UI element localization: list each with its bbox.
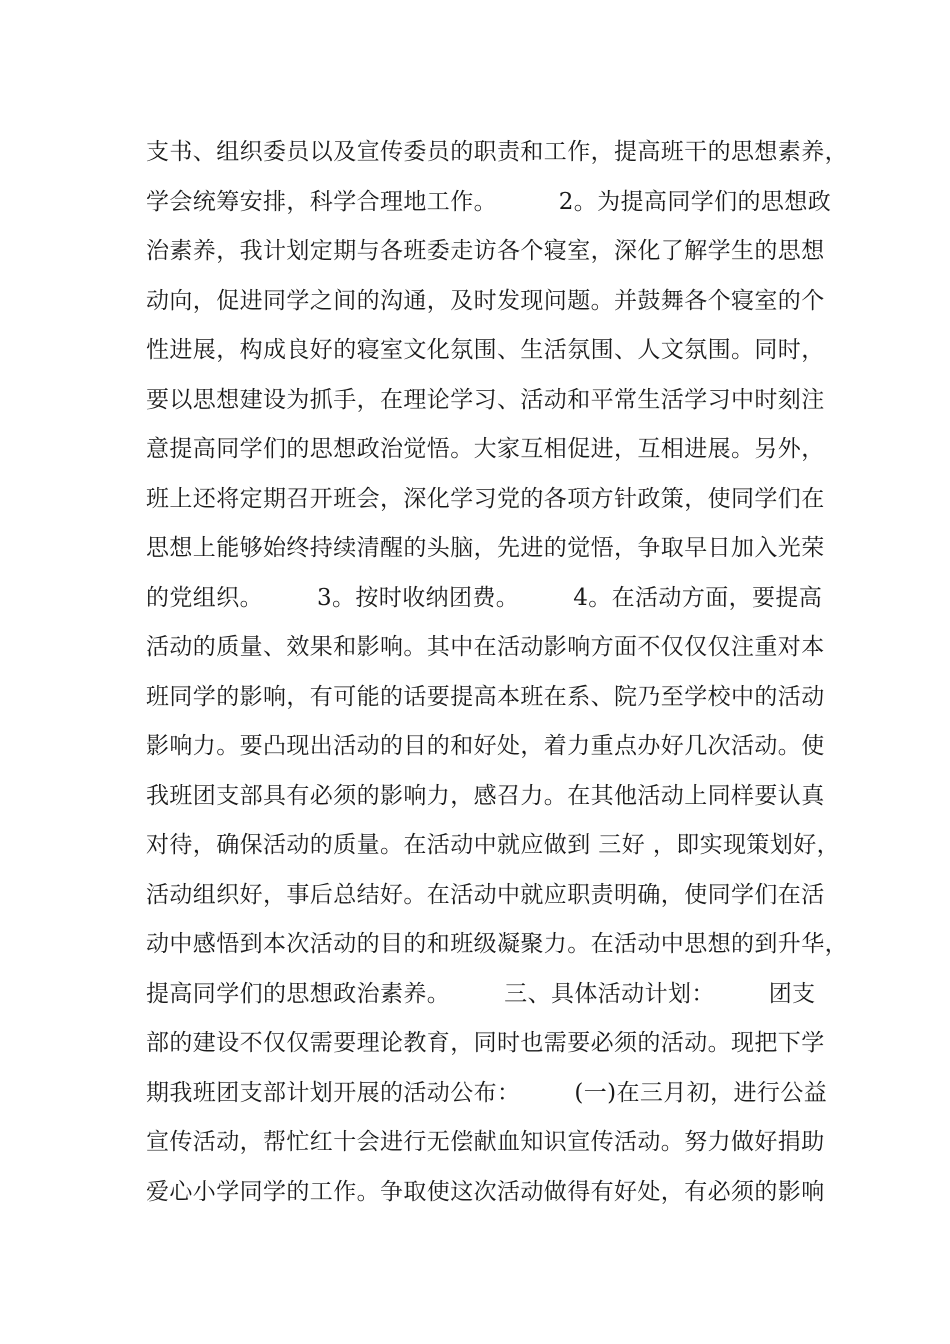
text-line: 性进展，构成良好的寝室文化氛围、生活氛围、人文氛围。同时， — [146, 337, 825, 363]
text-line: 动向，促进同学之间的沟通，及时发现问题。并鼓舞各个寝室的个 — [146, 287, 825, 314]
text-line: 影响力。要凸现出活动的目的和好处，着力重点办好几次活动。使 — [146, 733, 825, 759]
text-line: 要以思想建设为抓手，在理论学习、活动和平常生活学习中时刻注 — [146, 386, 825, 413]
text-line: 的党组织。 3。按时收纳团费。 4。在活动方面，要提高 — [146, 584, 823, 611]
body-text — [146, 128, 848, 1217]
text-line: 学会统筹安排，科学合理地工作。 2。为提高同学们的思想政 — [146, 188, 832, 215]
text-line: 班上还将定期召开班会，深化学习党的各项方针政策，使同学们在 — [146, 485, 825, 512]
text-line: 宣传活动，帮忙红十会进行无偿献血知识宣传活动。努力做好捐助 — [146, 1129, 825, 1155]
text-line: 活动的质量、效果和影响。其中在活动影响方面不仅仅仅注重对本 — [146, 634, 825, 660]
text-line: 对待，确保活动的质量。在活动中就应做到 三好 ，即实现策划好， — [146, 832, 841, 858]
text-line: 思想上能够始终持续清醒的头脑，先进的觉悟，争取早日加入光荣 — [146, 535, 825, 561]
text-line: 爱心小学同学的工作。争取使这次活动做得有好处，有必须的影响 — [146, 1178, 825, 1205]
text-line: 班同学的影响，有可能的话要提高本班在系、院乃至学校中的活动 — [146, 683, 825, 710]
text-line: 治素养，我计划定期与各班委走访各个寝室，深化了解学生的思想 — [146, 238, 825, 264]
text-line: 期我班团支部计划开展的活动公布： (一)在三月初，进行公益 — [146, 1079, 828, 1106]
text-line: 提高同学们的思想政治素养。 三、具体活动计划： 团支 — [146, 980, 816, 1007]
text-line: 意提高同学们的思想政治觉悟。大家互相促进，互相进展。另外， — [146, 436, 825, 462]
text-line: 部的建设不仅仅需要理论教育，同时也需要必须的活动。现把下学 — [146, 1030, 825, 1056]
text-line: 我班团支部具有必须的影响力，感召力。在其他活动上同样要认真 — [146, 782, 825, 809]
text-line: 动中感悟到本次活动的目的和班级凝聚力。在活动中思想的到升华， — [146, 931, 848, 957]
text-line: 支书、组织委员以及宣传委员的职责和工作，提高班干的思想素养， — [146, 139, 848, 165]
text-line: 活动组织好，事后总结好。在活动中就应职责明确，使同学们在活 — [146, 881, 825, 908]
